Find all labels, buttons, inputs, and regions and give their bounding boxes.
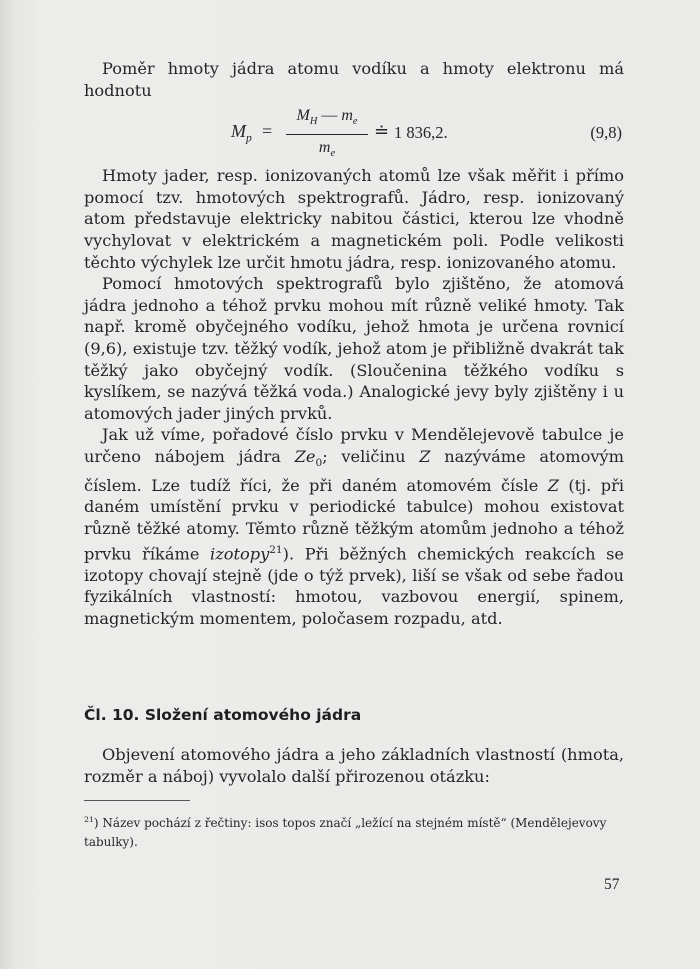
paragraph-2: Hmoty jader, resp. ionizovaných atomů lze však měřit i přímo pomocí tzv. hmotových spektrografů. Jádro, resp. ionizovaný atom představuje elektricky nabitou částici, kterou lze vhodně vychylovat v elektrickém a magnetickém poli. Podle velikosti těchto výchylek lze určit hmotu jádra, resp. ionizovaného atomu. <box>84 166 624 272</box>
footnote-21: $^{21}$) Název pochází z řečtiny: isos topos značí „ležící na stejném místě“ (Mendělejevovy tabulky). <box>84 815 607 849</box>
paragraph-3: Pomocí hmotových spektrografů bylo zjištěno, že atomová jádra jednoho a téhož prvku mohou mít různě veliké hmoty. Tak např. kromě obyčejného vodíku, jehož hmota je určena rovnicí (9,6), existuje tzv. těžký vodík, jehož atom je přibližně dvakrát tak těžký jako obyčejný vodík. (Sloučenina těžkého vodíku s kyslíkem, se nazývá těžká voda.) Analogické jevy byly zjištěny i u atomových jader jiných prvků. <box>84 274 624 423</box>
equation-number: (9,8) <box>590 123 622 143</box>
formula-lhs: $M_p$ <box>231 121 252 145</box>
formula-fraction <box>286 105 368 165</box>
page-number: 57 <box>604 876 620 893</box>
main-text <box>84 58 624 629</box>
paragraph-5: Objevení atomového jádra a jeho základních vlastností (hmota, rozměr a náboj) vyvolalo další přirozenou otázku: <box>84 745 624 786</box>
paragraph-1: Poměr hmoty jádra atomu vodíku a hmoty elektronu má hodnotu <box>84 59 624 100</box>
section-title: Čl. 10. Složení atomového jádra <box>84 706 362 724</box>
paragraph-4: Jak už víme, pořadové číslo prvku v Mendělejevově tabulce je určeno nábojem jádra $Ze_0$; veličinu Z nazýváme atomovým číslem. Lze tudíž říci, že při daném atomovém čísle Z (tj. při daném umístění prvku v periodické tabulce) mohou existovat různě těžké atomy. Těmto různě těžkým atomům jednoho a téhož prvku říkáme izotopy$^{21}$). Při běžných chemických reakcích se izotopy chovají stejně (jde o týž prvek), liší se však od sebe řadou fyzikálních vlastností: hmotou, vazbovou energií, spinem, magnetickým momentem, poločasem rozpadu, atd. <box>84 425 625 628</box>
formula-denominator: $m_e$ <box>318 138 336 160</box>
formula-equals: = <box>262 121 273 142</box>
footnote-rule <box>84 800 190 801</box>
formula-numerator: $M_H$ — $m_e$ <box>286 105 368 135</box>
equation-9-8 <box>84 101 624 165</box>
formula-approx: ≐ <box>374 121 390 142</box>
formula-value: 1 836,2. <box>394 123 448 143</box>
